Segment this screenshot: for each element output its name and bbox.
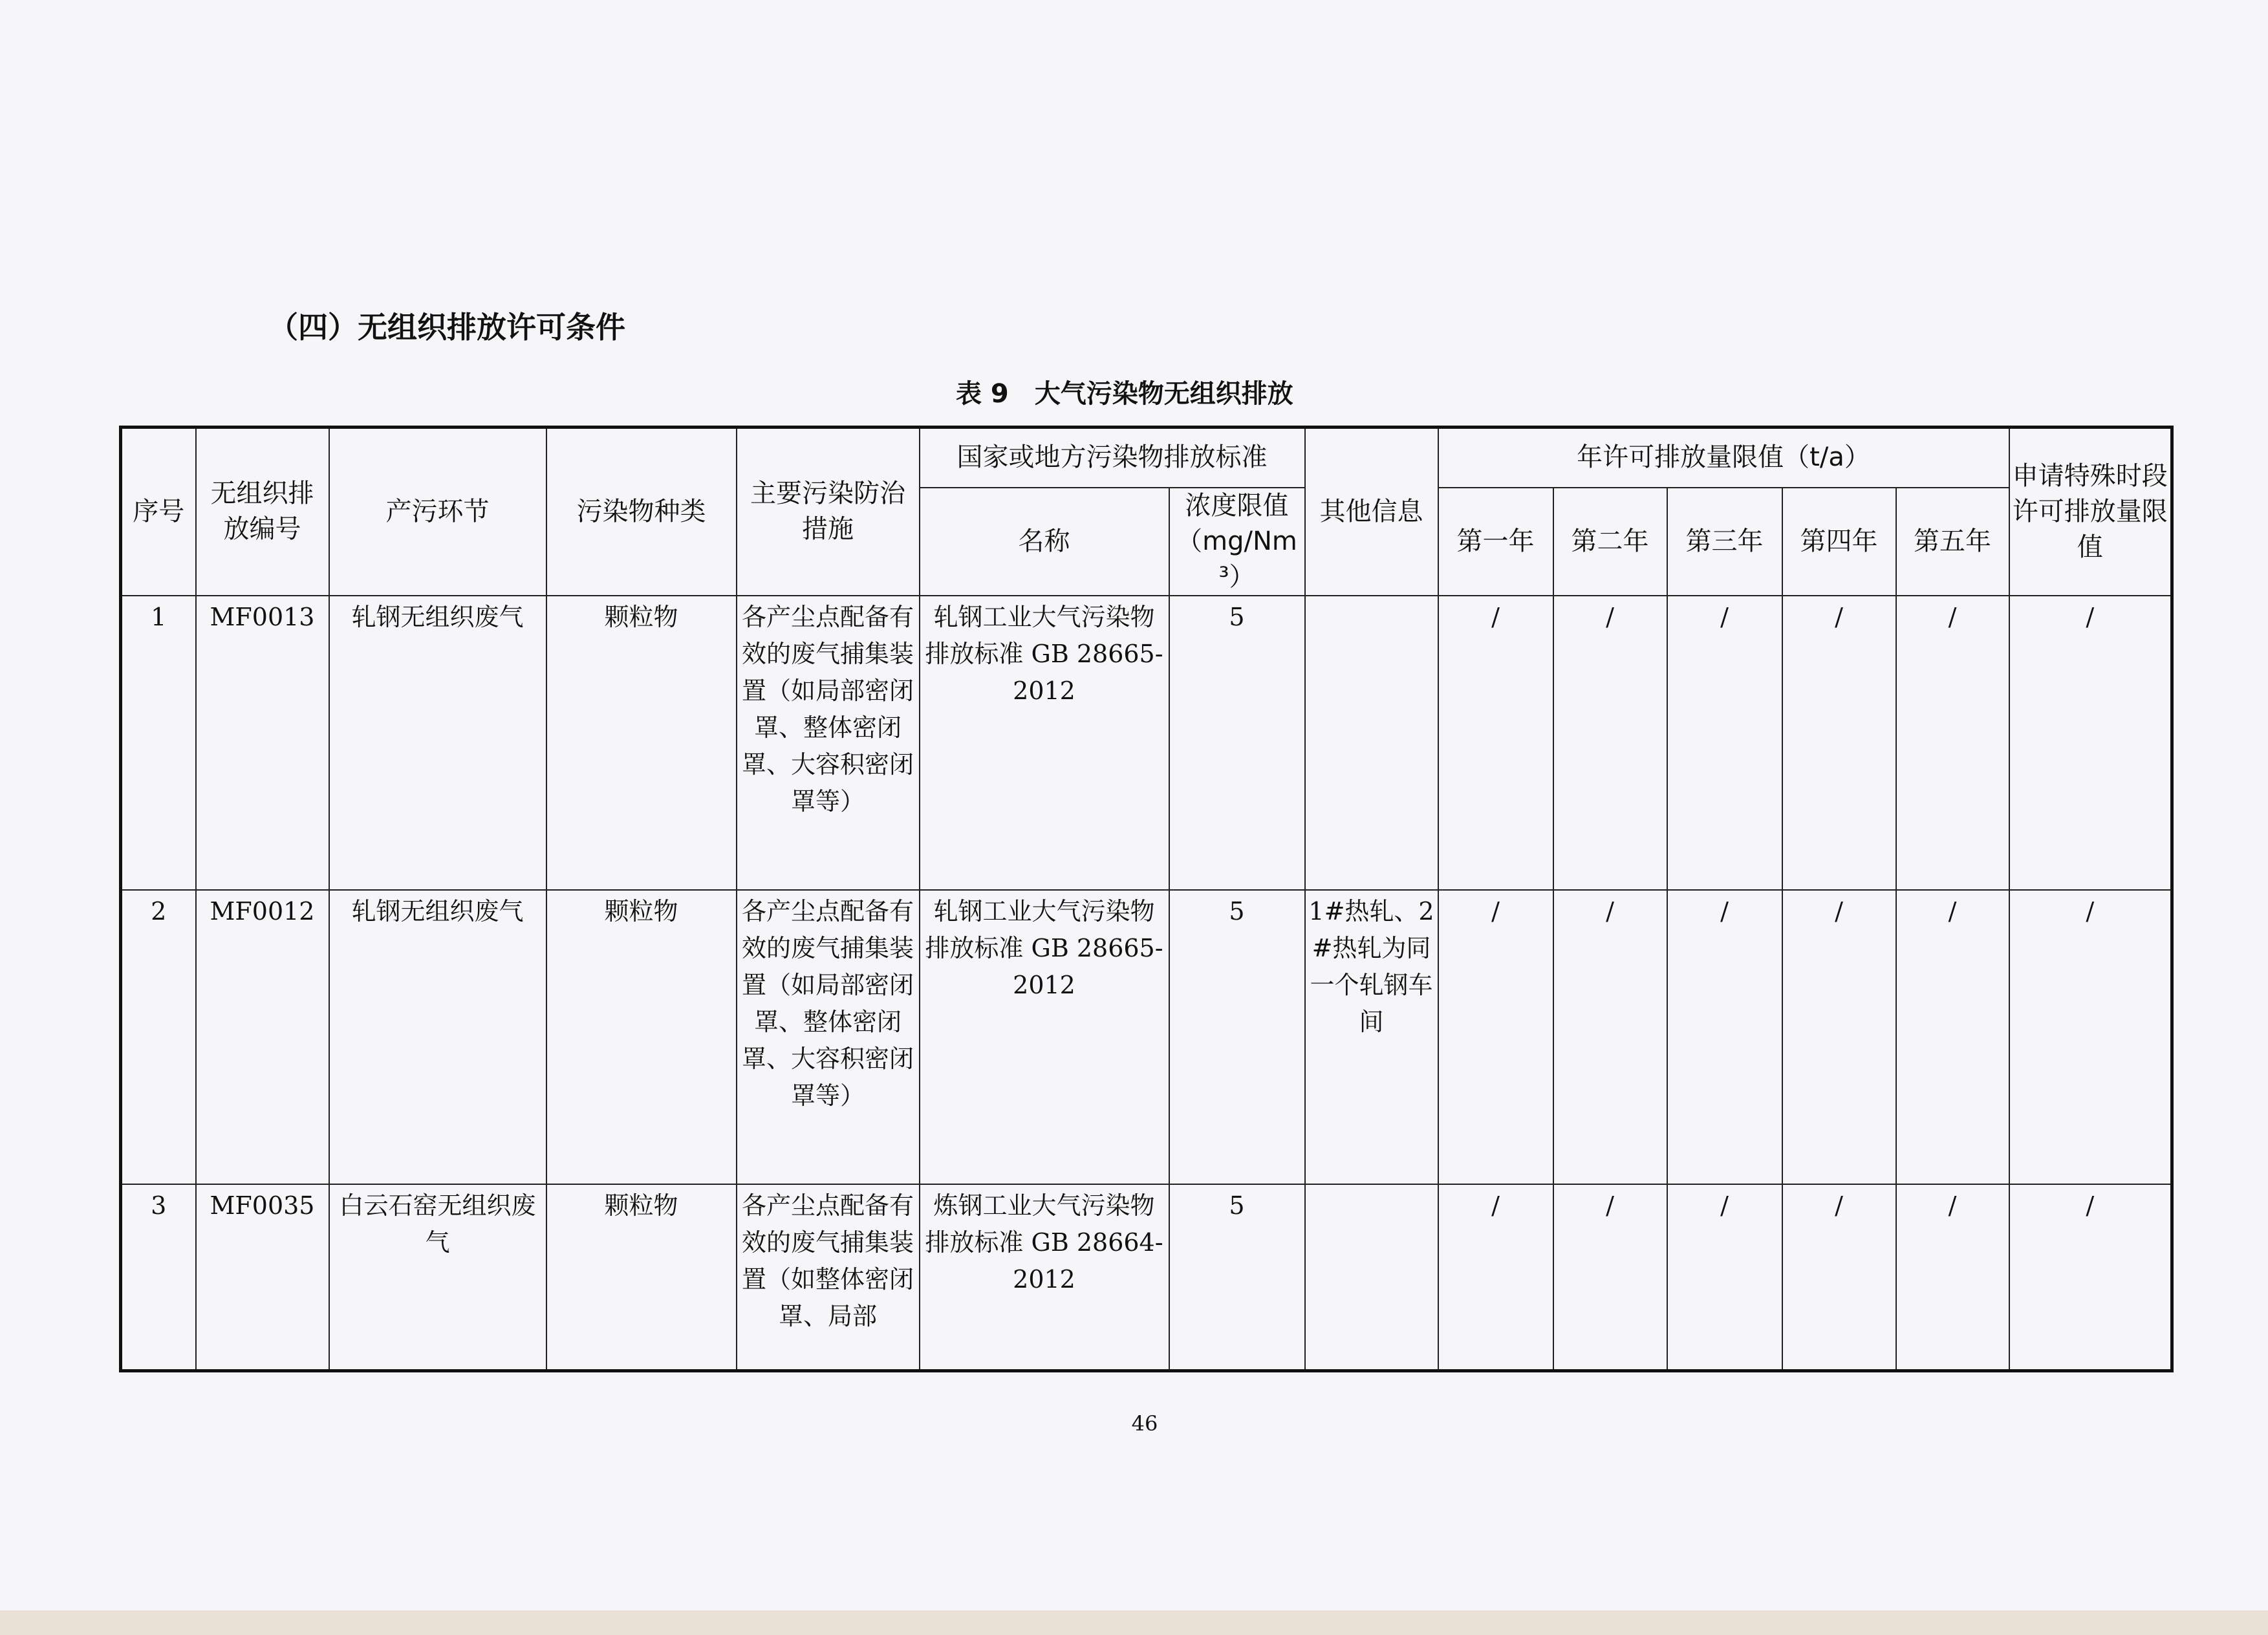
- cell-year-4: /: [1782, 890, 1896, 1184]
- cell-standard-name: 轧钢工业大气污染物排放标准 GB 28665-2012: [920, 890, 1169, 1184]
- header-standard-name: 名称: [920, 488, 1169, 596]
- header-pollutant: 污染物种类: [546, 428, 737, 596]
- header-code: 无组织排放编号: [196, 428, 329, 596]
- cell-year-4: /: [1782, 596, 1896, 890]
- header-year-3: 第三年: [1667, 488, 1782, 596]
- cell-process: 白云石窑无组织废气: [329, 1184, 546, 1371]
- header-year-1: 第一年: [1438, 488, 1553, 596]
- cell-measures: 各产尘点配备有效的废气捕集装置（如局部密闭罩、整体密闭罩、大容积密闭罩等）: [737, 890, 920, 1184]
- emission-table: [119, 426, 2174, 1372]
- header-special: 申请特殊时段许可排放量限值: [2009, 428, 2172, 596]
- cell-other: [1305, 596, 1438, 890]
- cell-year-5: /: [1896, 1184, 2009, 1371]
- header-measures: 主要污染防治措施: [737, 428, 920, 596]
- header-other: 其他信息: [1305, 428, 1438, 596]
- header-row-1: [121, 428, 2172, 488]
- cell-year-3: /: [1667, 596, 1782, 890]
- cell-seq: 3: [121, 1184, 196, 1371]
- cell-special: /: [2009, 1184, 2172, 1371]
- section-title: （四）无组织排放许可条件: [268, 310, 625, 345]
- cell-pollutant: 颗粒物: [546, 890, 737, 1184]
- header-concentration: 浓度限值（mg/Nm³）: [1169, 488, 1305, 596]
- cell-seq: 2: [121, 890, 196, 1184]
- cell-process: 轧钢无组织废气: [329, 890, 546, 1184]
- cell-year-5: /: [1896, 596, 2009, 890]
- cell-measures: 各产尘点配备有效的废气捕集装置（如整体密闭罩、局部: [737, 1184, 920, 1371]
- cell-year-1: /: [1438, 890, 1553, 1184]
- cell-code: MF0012: [196, 890, 329, 1184]
- header-year-5: 第五年: [1896, 488, 2009, 596]
- cell-process: 轧钢无组织废气: [329, 596, 546, 890]
- table-number: 表 9: [956, 379, 1009, 409]
- cell-code: MF0035: [196, 1184, 329, 1371]
- page-number: 46: [1131, 1411, 1158, 1436]
- cell-special: /: [2009, 596, 2172, 890]
- cell-measures: 各产尘点配备有效的废气捕集装置（如局部密闭罩、整体密闭罩、大容积密闭罩等）: [737, 596, 920, 890]
- cell-other: [1305, 1184, 1438, 1371]
- cell-year-4: /: [1782, 1184, 1896, 1371]
- header-year-4: 第四年: [1782, 488, 1896, 596]
- cell-concentration: 5: [1169, 596, 1305, 890]
- table-row: [121, 890, 2172, 1184]
- cell-pollutant: 颗粒物: [546, 1184, 737, 1371]
- table-caption: [956, 373, 1293, 410]
- cell-year-5: /: [1896, 890, 2009, 1184]
- header-annual-group: 年许可排放量限值（t/a）: [1438, 428, 2009, 488]
- cell-standard-name: 炼钢工业大气污染物排放标准 GB 28664-2012: [920, 1184, 1169, 1371]
- cell-seq: 1: [121, 596, 196, 890]
- table-row: [121, 596, 2172, 890]
- cell-concentration: 5: [1169, 890, 1305, 1184]
- cell-special: /: [2009, 890, 2172, 1184]
- header-standard-group: 国家或地方污染物排放标准: [920, 428, 1305, 488]
- cell-standard-name: 轧钢工业大气污染物排放标准 GB 28665-2012: [920, 596, 1169, 890]
- cell-year-3: /: [1667, 890, 1782, 1184]
- cell-year-3: /: [1667, 1184, 1782, 1371]
- cell-code: MF0013: [196, 596, 329, 890]
- cell-other: 1#热轧、2#热轧为同一个轧钢车间: [1305, 890, 1438, 1184]
- cell-year-1: /: [1438, 1184, 1553, 1371]
- table-title: 大气污染物无组织排放: [1034, 379, 1293, 409]
- cell-year-2: /: [1553, 890, 1667, 1184]
- scan-edge: [0, 1610, 2268, 1635]
- cell-pollutant: 颗粒物: [546, 596, 737, 890]
- header-year-2: 第二年: [1553, 488, 1667, 596]
- cell-year-2: /: [1553, 596, 1667, 890]
- table-row: [121, 1184, 2172, 1371]
- header-process: 产污环节: [329, 428, 546, 596]
- cell-concentration: 5: [1169, 1184, 1305, 1371]
- header-seq: 序号: [121, 428, 196, 596]
- cell-year-1: /: [1438, 596, 1553, 890]
- cell-year-2: /: [1553, 1184, 1667, 1371]
